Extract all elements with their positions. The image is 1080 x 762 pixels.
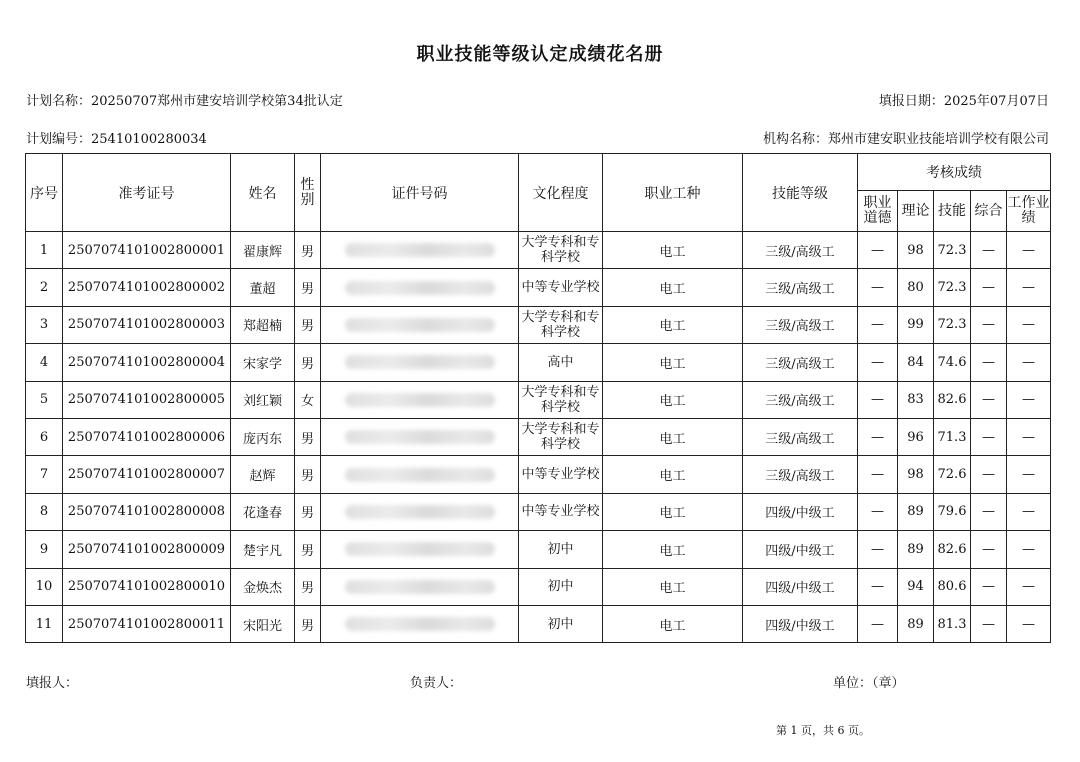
cell-edu: 大学专科和专科学校 — [519, 232, 603, 269]
cell-work: — — [1007, 381, 1051, 418]
cell-seq: 9 — [26, 531, 63, 568]
cell-edu: 大学专科和专科学校 — [519, 306, 603, 343]
cell-overall: — — [971, 306, 1007, 343]
cell-name: 楚宇凡 — [231, 531, 295, 568]
cell-seq: 11 — [26, 605, 63, 642]
cell-theory: 96 — [898, 418, 934, 455]
cell-seq: 4 — [26, 344, 63, 381]
cell-theory: 84 — [898, 344, 934, 381]
score-roster-table — [25, 153, 1051, 643]
cell-job: 电工 — [603, 344, 743, 381]
cell-name: 宋家学 — [231, 344, 295, 381]
unit-seal-label: 单位：（章） — [833, 676, 905, 691]
cell-name: 宋阳光 — [231, 605, 295, 642]
header-sex: 性别 — [295, 154, 321, 232]
redaction-blur — [345, 355, 495, 369]
cell-skill: 71.3 — [934, 418, 971, 455]
cell-sex: 男 — [295, 306, 321, 343]
cell-level: 三级/高级工 — [743, 456, 858, 493]
cell-job: 电工 — [603, 493, 743, 530]
cell-work: — — [1007, 568, 1051, 605]
cell-skill: 72.3 — [934, 232, 971, 269]
cell-edu: 大学专科和专科学校 — [519, 418, 603, 455]
cell-skill: 81.3 — [934, 605, 971, 642]
header-work: 工作业绩 — [1007, 191, 1051, 232]
cell-name: 金焕杰 — [231, 568, 295, 605]
header-exam-number: 准考证号 — [63, 154, 231, 232]
cell-level: 三级/高级工 — [743, 232, 858, 269]
cell-overall: — — [971, 344, 1007, 381]
redaction-blur — [345, 318, 495, 332]
redaction-blur — [345, 617, 495, 631]
filler-label: 填报人： — [26, 676, 79, 691]
cell-id-number-redacted — [321, 344, 519, 381]
cell-exam-no: 2507074101002800004 — [63, 344, 231, 381]
header-id-number: 证件号码 — [321, 154, 519, 232]
cell-work: — — [1007, 456, 1051, 493]
cell-name: 董超 — [231, 269, 295, 306]
cell-name: 花逢春 — [231, 493, 295, 530]
header-name: 姓名 — [231, 154, 295, 232]
redaction-blur — [345, 430, 495, 444]
cell-sex: 男 — [295, 418, 321, 455]
cell-job: 电工 — [603, 306, 743, 343]
header-seq: 序号 — [26, 154, 63, 232]
cell-seq: 7 — [26, 456, 63, 493]
cell-skill: 72.3 — [934, 306, 971, 343]
header-job: 职业工种 — [603, 154, 743, 232]
cell-exam-no: 2507074101002800002 — [63, 269, 231, 306]
cell-edu: 大学专科和专科学校 — [519, 381, 603, 418]
cell-ethics: — — [858, 493, 898, 530]
cell-theory: 94 — [898, 568, 934, 605]
redaction-blur — [345, 281, 495, 295]
cell-id-number-redacted — [321, 456, 519, 493]
cell-ethics: — — [858, 531, 898, 568]
cell-exam-no: 2507074101002800010 — [63, 568, 231, 605]
cell-edu: 中等专业学校 — [519, 493, 603, 530]
cell-exam-no: 2507074101002800009 — [63, 531, 231, 568]
cell-work: — — [1007, 493, 1051, 530]
plan-name: 计划名称：20250707郑州市建安培训学校第34批认定 — [26, 94, 343, 109]
cell-ethics: — — [858, 605, 898, 642]
cell-skill: 74.6 — [934, 344, 971, 381]
header-skill: 技能 — [934, 191, 971, 232]
cell-overall: — — [971, 269, 1007, 306]
cell-work: — — [1007, 531, 1051, 568]
table-row — [26, 531, 1051, 568]
plan-number: 计划编号：25410100280034 — [26, 132, 207, 147]
redaction-blur — [345, 542, 495, 556]
header-scores: 考核成绩 — [858, 154, 1051, 191]
cell-work: — — [1007, 605, 1051, 642]
cell-exam-no: 2507074101002800006 — [63, 418, 231, 455]
cell-overall: — — [971, 568, 1007, 605]
cell-level: 四级/中级工 — [743, 568, 858, 605]
cell-job: 电工 — [603, 456, 743, 493]
cell-seq: 1 — [26, 232, 63, 269]
cell-name: 刘红颖 — [231, 381, 295, 418]
cell-name: 翟康辉 — [231, 232, 295, 269]
table-row — [26, 605, 1051, 642]
cell-overall: — — [971, 381, 1007, 418]
cell-job: 电工 — [603, 381, 743, 418]
table-row — [26, 306, 1051, 343]
cell-sex: 男 — [295, 344, 321, 381]
cell-edu: 高中 — [519, 344, 603, 381]
table-row — [26, 344, 1051, 381]
cell-job: 电工 — [603, 568, 743, 605]
cell-overall: — — [971, 493, 1007, 530]
cell-skill: 79.6 — [934, 493, 971, 530]
table-row — [26, 456, 1051, 493]
cell-level: 三级/高级工 — [743, 344, 858, 381]
cell-edu: 初中 — [519, 531, 603, 568]
cell-id-number-redacted — [321, 232, 519, 269]
cell-theory: 98 — [898, 232, 934, 269]
cell-work: — — [1007, 232, 1051, 269]
page-title: 职业技能等级认定成绩花名册 — [416, 44, 664, 65]
header-skill-level: 技能等级 — [743, 154, 858, 232]
cell-ethics: — — [858, 568, 898, 605]
cell-theory: 83 — [898, 381, 934, 418]
cell-overall: — — [971, 232, 1007, 269]
cell-skill: 82.6 — [934, 531, 971, 568]
cell-exam-no: 2507074101002800011 — [63, 605, 231, 642]
redaction-blur — [345, 468, 495, 482]
cell-ethics: — — [858, 381, 898, 418]
cell-overall: — — [971, 605, 1007, 642]
cell-exam-no: 2507074101002800007 — [63, 456, 231, 493]
cell-level: 三级/高级工 — [743, 418, 858, 455]
cell-edu: 中等专业学校 — [519, 456, 603, 493]
cell-job: 电工 — [603, 418, 743, 455]
cell-level: 四级/中级工 — [743, 493, 858, 530]
cell-seq: 8 — [26, 493, 63, 530]
cell-sex: 男 — [295, 232, 321, 269]
cell-sex: 男 — [295, 493, 321, 530]
cell-theory: 80 — [898, 269, 934, 306]
cell-sex: 男 — [295, 456, 321, 493]
page-number: 第 1 页，共 6 页。 — [776, 724, 870, 737]
cell-work: — — [1007, 418, 1051, 455]
header-theory: 理论 — [898, 191, 934, 232]
cell-seq: 2 — [26, 269, 63, 306]
fill-date: 填报日期：2025年07月07日 — [878, 94, 1049, 109]
cell-sex: 男 — [295, 568, 321, 605]
cell-id-number-redacted — [321, 605, 519, 642]
cell-id-number-redacted — [321, 381, 519, 418]
cell-ethics: — — [858, 418, 898, 455]
cell-exam-no: 2507074101002800008 — [63, 493, 231, 530]
table-row — [26, 269, 1051, 306]
cell-skill: 82.6 — [934, 381, 971, 418]
responsible-label: 负责人： — [410, 676, 463, 691]
header-overall: 综合 — [971, 191, 1007, 232]
cell-sex: 男 — [295, 269, 321, 306]
cell-level: 三级/高级工 — [743, 381, 858, 418]
cell-ethics: — — [858, 456, 898, 493]
cell-level: 四级/中级工 — [743, 531, 858, 568]
organization-name: 机构名称：郑州市建安职业技能培训学校有限公司 — [762, 132, 1049, 147]
cell-edu: 初中 — [519, 605, 603, 642]
cell-level: 三级/高级工 — [743, 306, 858, 343]
cell-id-number-redacted — [321, 306, 519, 343]
cell-id-number-redacted — [321, 568, 519, 605]
cell-edu: 初中 — [519, 568, 603, 605]
cell-sex: 女 — [295, 381, 321, 418]
cell-job: 电工 — [603, 232, 743, 269]
cell-skill: 72.3 — [934, 269, 971, 306]
cell-job: 电工 — [603, 531, 743, 568]
cell-job: 电工 — [603, 605, 743, 642]
cell-skill: 72.6 — [934, 456, 971, 493]
cell-theory: 98 — [898, 456, 934, 493]
cell-level: 四级/中级工 — [743, 605, 858, 642]
cell-seq: 3 — [26, 306, 63, 343]
cell-theory: 99 — [898, 306, 934, 343]
cell-seq: 6 — [26, 418, 63, 455]
cell-seq: 5 — [26, 381, 63, 418]
cell-sex: 男 — [295, 531, 321, 568]
cell-overall: — — [971, 531, 1007, 568]
cell-work: — — [1007, 306, 1051, 343]
cell-work: — — [1007, 269, 1051, 306]
header-education: 文化程度 — [519, 154, 603, 232]
table-row — [26, 493, 1051, 530]
cell-exam-no: 2507074101002800005 — [63, 381, 231, 418]
cell-theory: 89 — [898, 605, 934, 642]
cell-name: 赵辉 — [231, 456, 295, 493]
cell-sex: 男 — [295, 605, 321, 642]
cell-exam-no: 2507074101002800001 — [63, 232, 231, 269]
redaction-blur — [345, 580, 495, 594]
table-row — [26, 232, 1051, 269]
header-ethics: 职业道德 — [858, 191, 898, 232]
cell-job: 电工 — [603, 269, 743, 306]
table-row — [26, 381, 1051, 418]
cell-seq: 10 — [26, 568, 63, 605]
cell-ethics: — — [858, 344, 898, 381]
cell-exam-no: 2507074101002800003 — [63, 306, 231, 343]
cell-id-number-redacted — [321, 493, 519, 530]
cell-overall: — — [971, 456, 1007, 493]
cell-theory: 89 — [898, 493, 934, 530]
cell-edu: 中等专业学校 — [519, 269, 603, 306]
cell-name: 庞丙东 — [231, 418, 295, 455]
cell-theory: 89 — [898, 531, 934, 568]
cell-id-number-redacted — [321, 418, 519, 455]
table-row — [26, 568, 1051, 605]
cell-id-number-redacted — [321, 269, 519, 306]
cell-ethics: — — [858, 232, 898, 269]
table-row — [26, 418, 1051, 455]
cell-ethics: — — [858, 306, 898, 343]
cell-ethics: — — [858, 269, 898, 306]
cell-id-number-redacted — [321, 531, 519, 568]
cell-skill: 80.6 — [934, 568, 971, 605]
cell-name: 郑超楠 — [231, 306, 295, 343]
redaction-blur — [345, 243, 495, 257]
cell-level: 三级/高级工 — [743, 269, 858, 306]
redaction-blur — [345, 393, 495, 407]
redaction-blur — [345, 505, 495, 519]
cell-overall: — — [971, 418, 1007, 455]
cell-work: — — [1007, 344, 1051, 381]
